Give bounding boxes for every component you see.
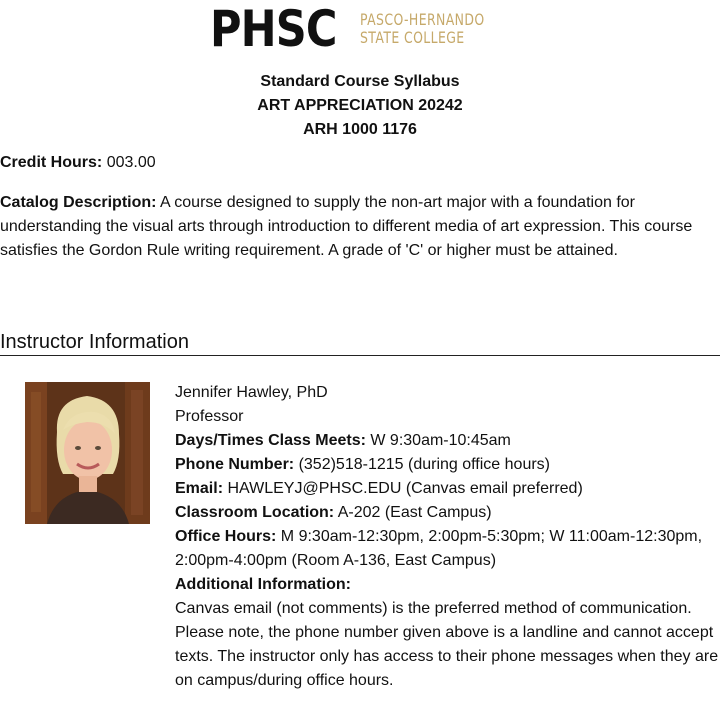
- logo-line-1: PASCO-HERNANDO: [360, 10, 485, 29]
- phone-number: [175, 453, 720, 477]
- logo-wordmark: [360, 11, 485, 47]
- email: [175, 477, 720, 501]
- classroom-location: [175, 501, 720, 525]
- class-meeting-label: Days/Times Class Meets:: [175, 432, 366, 449]
- email-value: HAWLEYJ@PHSC.EDU (Canvas email preferred): [227, 480, 583, 497]
- catalog-description-text: A course designed to supply the non-art major with a foundation for understanding the visual arts through introduction to different media of art expression. This course satisfies the Gordon Rule writing requirement. A grade of 'C' or higher must be attained.: [0, 194, 693, 259]
- instructor-info: [175, 381, 720, 693]
- office-hours-label: Office Hours:: [175, 528, 277, 545]
- classroom-location-value: A-202 (East Campus): [337, 504, 492, 521]
- college-logo: [210, 0, 510, 58]
- additional-info-text: Canvas email (not comments) is the preferred method of communication. Please note, the phone number given above is a landline and cannot accept texts. The instructor only has access to their phone messages when they are on campus/during office hours.: [175, 600, 719, 689]
- instructor-photo: [25, 382, 150, 524]
- section-divider: [0, 355, 720, 356]
- office-hours-value: M 9:30am-12:30pm, 2:00pm-5:30pm; W 11:00am-12:30pm, 2:00pm-4:00pm (Room A-136, East Campus): [175, 528, 703, 569]
- classroom-location-label: Classroom Location:: [175, 504, 335, 521]
- additional-info-label: Additional Information:: [175, 576, 351, 593]
- instructor-section-title: Instructor Information: [0, 331, 189, 353]
- class-meeting-value: W 9:30am-10:45am: [370, 432, 511, 449]
- phone-label: Phone Number:: [175, 456, 295, 473]
- catalog-description-label: Catalog Description:: [0, 194, 157, 211]
- email-label: Email:: [175, 480, 224, 497]
- credit-hours: [0, 151, 156, 175]
- class-meeting-times: [175, 429, 720, 453]
- credit-hours-label: Credit Hours:: [0, 154, 103, 171]
- instructor-role: Professor: [175, 408, 244, 425]
- logo-mark: PHSC: [210, 0, 337, 58]
- course-code: ARH 1000 1176: [303, 121, 417, 138]
- credit-hours-value: 003.00: [106, 154, 156, 171]
- syllabus-heading: [0, 70, 720, 142]
- office-hours: [175, 525, 720, 573]
- phone-value: (352)518-1215 (during office hours): [298, 456, 550, 473]
- syllabus-title: Standard Course Syllabus: [260, 73, 460, 90]
- instructor-portrait: [25, 382, 150, 524]
- instructor-name: Jennifer Hawley, PhD: [175, 384, 328, 401]
- catalog-description: [0, 191, 700, 263]
- logo-line-2: STATE COLLEGE: [360, 28, 465, 47]
- course-name: ART APPRECIATION 20242: [257, 97, 463, 114]
